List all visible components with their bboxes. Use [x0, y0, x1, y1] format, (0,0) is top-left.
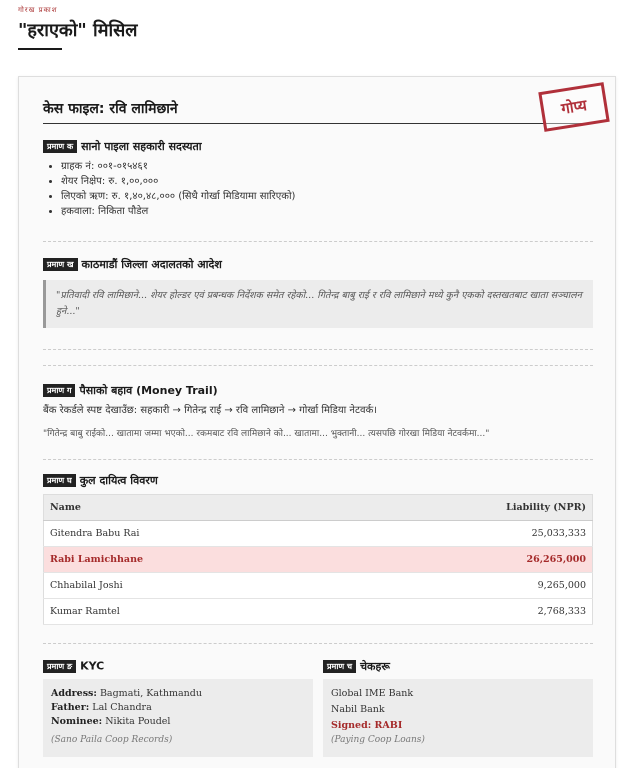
- kyc-source: (Sano Paila Coop Records): [51, 735, 173, 745]
- list-item: • लिएको ऋण: रु. १,४०,४८,००० (सिधै गोर्खा मिडियामा सारिएको): [61, 189, 593, 204]
- evidence-e-title: KYC: [80, 659, 105, 673]
- evidence-b-section: [43, 257, 593, 328]
- row-name: Chhabilal Joshi: [44, 573, 337, 599]
- money-trail-flow: बैंक रेकर्डले स्पष्ट देखाउँछ: सहकारी → गितेन्द्र राई → रवि लामिछाने → गोर्खा मिडिया नेटवर्क।: [43, 405, 378, 416]
- evidence-a-title: सानो पाइला सहकारी सदस्यता: [81, 140, 202, 153]
- table-row: [44, 521, 593, 547]
- evidence-e-heading: [43, 659, 313, 673]
- row-name: Gitendra Babu Rai: [44, 521, 337, 547]
- row-liability: 25,033,333: [336, 521, 592, 547]
- kyc-address: Address: Bagmati, Kathmandu: [51, 688, 202, 699]
- bank-name: Global IME Bank: [331, 688, 414, 699]
- membership-details-list: [61, 159, 593, 219]
- evidence-f-badge: प्रमाण च: [323, 660, 356, 673]
- money-trail-quote: "गितेन्द्र बाबु राईको... खातामा जम्मा भएको... रकमबाट रवि लामिछाने को... खातामा... भुक्तानी... त्यसपछि गोरखा मिडिया नेटवर्कमा...": [43, 429, 490, 439]
- evidence-b-heading: [43, 257, 593, 272]
- evidence-a-badge: प्रमाण क: [43, 140, 77, 153]
- kyc-father: Father: Lal Chandra: [51, 702, 152, 713]
- case-title-rule: [43, 123, 589, 124]
- case-file-paper: [18, 76, 616, 768]
- evidence-b-badge: प्रमाण ख: [43, 258, 78, 271]
- evidence-c-title: पैसाको बहाव: [79, 384, 133, 397]
- list-item: • शेयर निक्षेप: रु. १,००,०००: [61, 174, 593, 189]
- column-header-name: Name: [44, 495, 337, 521]
- evidence-d-heading: [43, 473, 593, 488]
- evidence-d-title: कुल दायित्व विवरण: [79, 474, 158, 487]
- evidence-d-badge: प्रमाण घ: [43, 474, 76, 487]
- column-header-liability: Liability (NPR): [336, 495, 592, 521]
- evidence-e-section: [43, 659, 313, 673]
- row-liability: 26,265,000: [336, 547, 592, 573]
- liability-table: [43, 494, 593, 625]
- evidence-d-section: [43, 473, 593, 625]
- row-name: Rabi Lamichhane: [44, 547, 337, 573]
- confidential-stamp: गोप्य: [538, 82, 609, 132]
- evidence-f-heading: [323, 659, 593, 674]
- section-divider: [43, 365, 593, 366]
- evidence-a-heading: [43, 139, 593, 154]
- court-order-quote: "प्रतिवादी रवि लामिछाने... शेयर होल्डर एवं प्रबन्धक निर्देशक समेत रहेको... गितेन्द्र बाबु राई र रवि लामिछाने मध्ये कुनै एकको दस्तखतबाट खाता सञ्चालन हुने...": [43, 280, 593, 328]
- row-liability: 2,768,333: [336, 599, 592, 625]
- evidence-c-badge: प्रमाण ग: [43, 384, 75, 397]
- evidence-c-title-en: (Money Trail): [136, 384, 218, 397]
- table-row: [44, 573, 593, 599]
- evidence-a-section: [43, 139, 593, 219]
- section-divider: [43, 643, 593, 644]
- evidence-b-title: काठमाडौं जिल्ला अदालतको आदेश: [81, 258, 222, 271]
- evidence-f-section: [323, 659, 593, 674]
- section-divider: [43, 459, 593, 460]
- evidence-c-section: [43, 383, 593, 439]
- table-row-highlighted: [44, 547, 593, 573]
- kicker: गोरख प्रकाश: [18, 6, 58, 14]
- cheques-source: (Paying Coop Loans): [331, 735, 425, 745]
- section-divider: [43, 349, 593, 350]
- kyc-card: [43, 679, 313, 757]
- list-item: • ग्राहक नं: ००१-०१५४६१: [61, 159, 593, 174]
- section-divider: [43, 241, 593, 242]
- bank-name: Nabil Bank: [331, 704, 385, 715]
- title-underline: [18, 48, 62, 50]
- case-title: केस फाइल: रवि लामिछाने: [43, 101, 178, 117]
- evidence-c-heading: [43, 383, 593, 398]
- row-liability: 9,265,000: [336, 573, 592, 599]
- list-item: • हकवाला: निकिता पौडेल: [61, 204, 593, 219]
- page-title: "हराएको" मिसिल: [18, 20, 138, 41]
- cheques-card: [323, 679, 593, 757]
- evidence-e-badge: प्रमाण ङ: [43, 660, 76, 673]
- table-header-row: [44, 495, 593, 521]
- kyc-nominee: Nominee: Nikita Poudel: [51, 716, 171, 727]
- row-name: Kumar Ramtel: [44, 599, 337, 625]
- table-row: [44, 599, 593, 625]
- cheque-signature: Signed: RABI: [331, 720, 403, 731]
- evidence-f-title: चेकहरू: [360, 660, 390, 673]
